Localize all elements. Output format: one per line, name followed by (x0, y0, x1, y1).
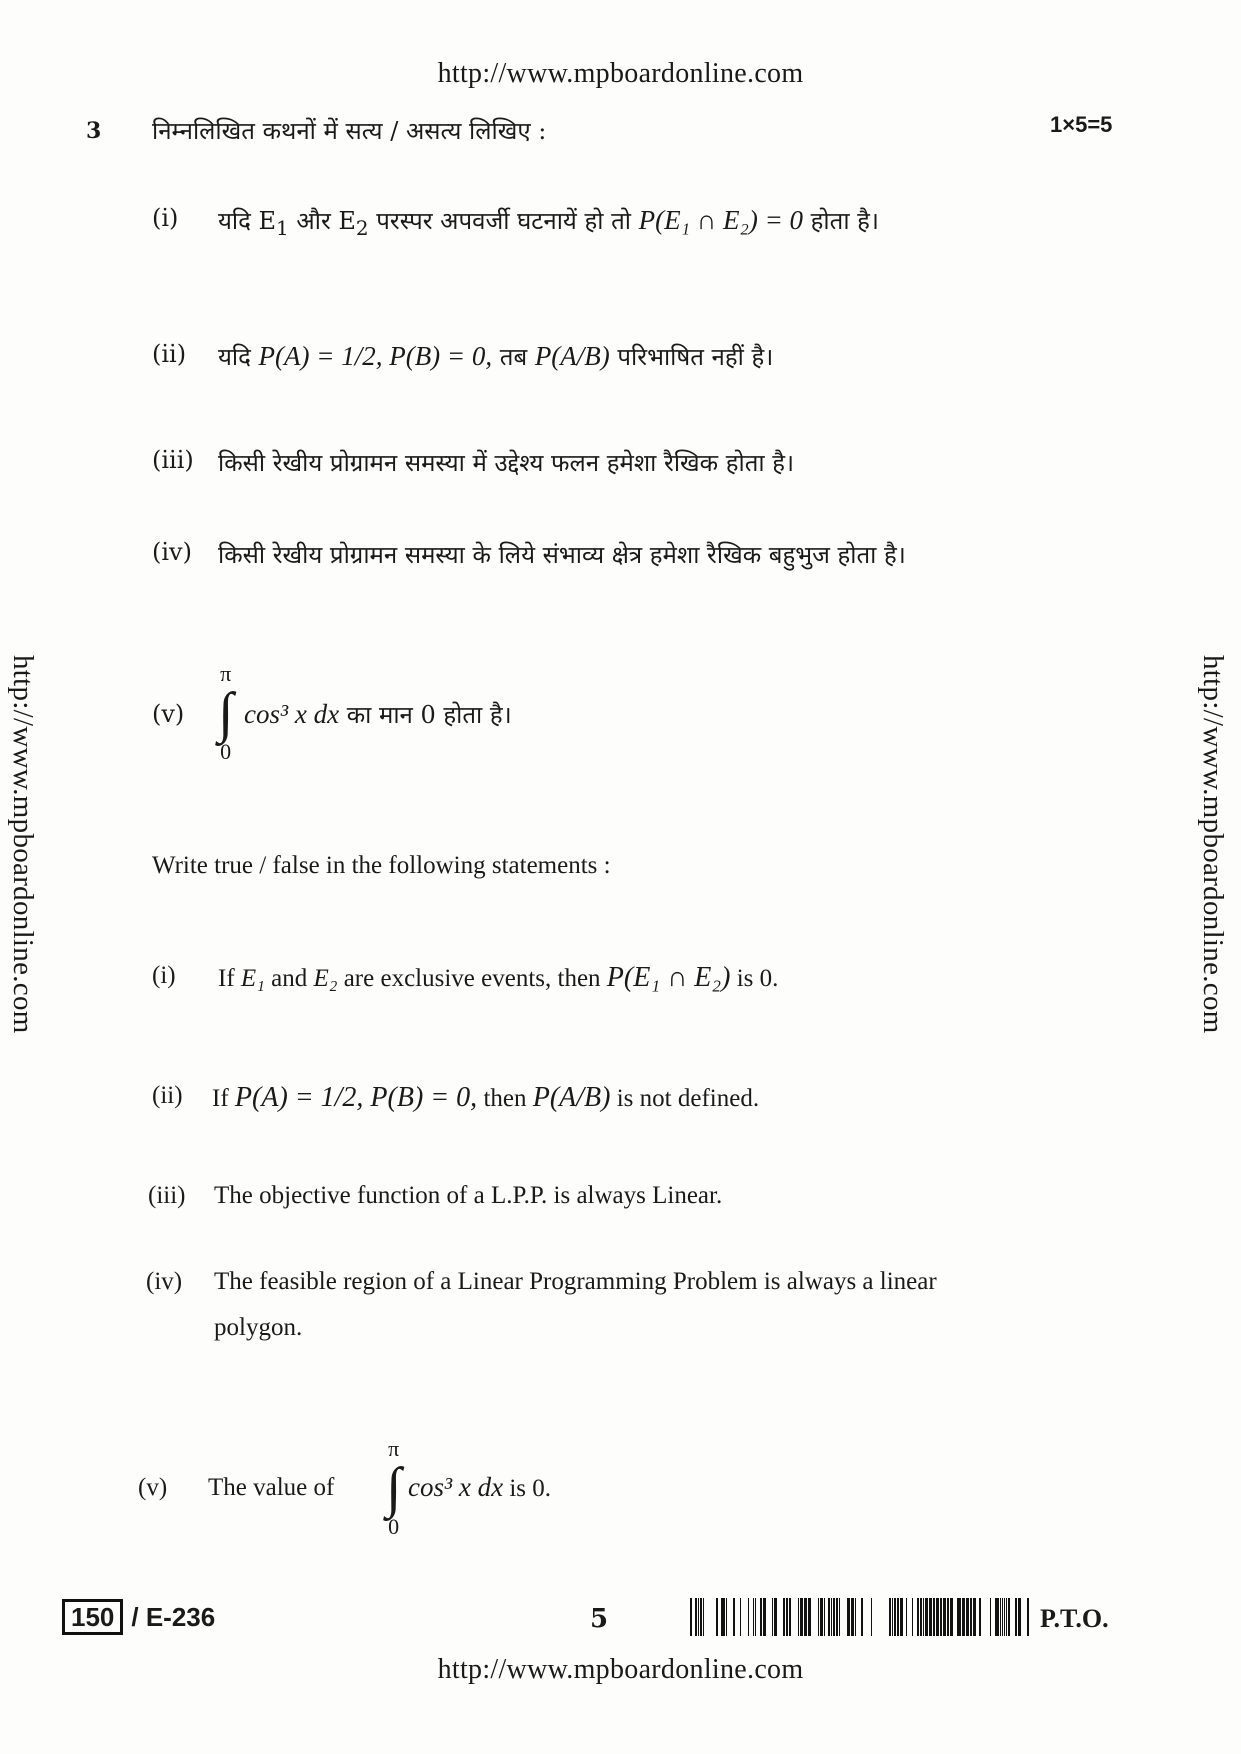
question-number: 3 (86, 118, 102, 144)
math-expression: P(A) = 1/2, P(B) = 0, (258, 341, 493, 371)
barcode-bar (733, 1598, 735, 1636)
question-marks: 1×5=5 (1050, 112, 1113, 137)
barcode-bar (833, 1598, 835, 1636)
integral-lower-limit: 0 (388, 1514, 400, 1539)
barcode-bar (940, 1598, 942, 1636)
barcode-bar (917, 1598, 919, 1636)
barcode-bar (690, 1598, 692, 1636)
barcode-image (690, 1598, 1032, 1636)
item-label: (v) (152, 700, 185, 728)
pto-label: P.T.O. (1040, 1604, 1109, 1633)
url-left-margin[interactable]: http://www.mpboardonline.com (7, 655, 39, 1034)
item-label: (iv) (152, 538, 192, 566)
page-number: 5 (590, 1604, 609, 1634)
text-part: तब (492, 343, 535, 371)
barcode-bar (923, 1598, 924, 1636)
text-part: If (218, 965, 241, 992)
text-part: यदि E (218, 207, 277, 235)
barcode-bar (703, 1598, 704, 1636)
barcode-bar (700, 1598, 702, 1636)
barcode-bar (824, 1598, 825, 1636)
paper-code-box: 150 (62, 1599, 123, 1635)
item-text: The value of (208, 1474, 335, 1501)
url-bottom[interactable]: http://www.mpboardonline.com (437, 1654, 804, 1685)
barcode-bar (753, 1598, 754, 1636)
barcode-bar (957, 1598, 961, 1636)
text-part: is not defined. (610, 1085, 760, 1112)
math-expression: P(E₁ ∩ E₂) (606, 962, 731, 993)
text-part: are exclusive events, then (337, 965, 607, 992)
barcode-bar (855, 1598, 856, 1636)
barcode-bar (789, 1598, 791, 1636)
barcode-bar (818, 1598, 819, 1636)
barcode-bar (950, 1598, 953, 1636)
item-label: (ii) (152, 340, 187, 368)
item-label: (iii) (148, 1182, 186, 1209)
subscript: 2 (355, 215, 369, 240)
barcode-bar (698, 1598, 699, 1636)
barcode-bar (861, 1598, 863, 1636)
barcode-bar (1027, 1598, 1029, 1636)
barcode-bar (871, 1598, 872, 1636)
barcode-bar (995, 1598, 999, 1636)
math-expression: E₂ (313, 965, 338, 992)
barcode-bar (1006, 1598, 1007, 1636)
barcode-bar (889, 1598, 891, 1636)
text-part: का मान 0 होता है। (339, 701, 512, 729)
barcode-bar (839, 1598, 840, 1636)
barcode-bar (783, 1598, 785, 1636)
paper-code-text: / E-236 (131, 1602, 216, 1632)
barcode-bar (772, 1598, 773, 1636)
math-expression: cos³ x dx (408, 1472, 504, 1502)
barcode-bar (847, 1598, 850, 1636)
question-heading-english: Write true / false in the following statements : (152, 852, 611, 879)
barcode-bar (798, 1598, 799, 1636)
barcode-bar (1004, 1598, 1005, 1636)
item-text (218, 204, 879, 240)
item-label: (i) (152, 962, 176, 989)
barcode-bar (947, 1598, 949, 1636)
question-heading-hindi: निम्नलिखित कथनों में सत्य / असत्य लिखिए : (152, 117, 547, 145)
item-text: The objective function of a L.P.P. is always Linear. (214, 1182, 723, 1209)
barcode-bar (1015, 1598, 1017, 1636)
barcode-bar (929, 1598, 932, 1636)
math-expression: P(A/B) (532, 1082, 611, 1113)
text-part: परिभाषित नहीं है। (609, 343, 774, 371)
barcode-bar (763, 1598, 766, 1636)
item-text-continued: polygon. (214, 1314, 303, 1341)
barcode-bar (990, 1598, 991, 1636)
barcode-bar (979, 1598, 981, 1636)
item-text: किसी रेखीय प्रोग्रामन समस्या के लिये संभाव्य क्षेत्र हमेशा रैखिक बहुभुज होता है। (218, 541, 906, 569)
subscript: 1 (276, 215, 289, 240)
math-expression: E₁ (240, 965, 265, 992)
barcode-bar (695, 1598, 697, 1636)
text-part: और E (288, 207, 356, 235)
text-part: यदि (218, 343, 259, 371)
barcode-bar (900, 1598, 903, 1636)
barcode-bar (786, 1598, 788, 1636)
math-expression: P(E₁ ∩ E₂) = 0 (638, 205, 804, 235)
barcode-bar (894, 1598, 896, 1636)
barcode-bar (1008, 1598, 1010, 1636)
barcode-bar (808, 1598, 811, 1636)
barcode-bar (1000, 1598, 1001, 1636)
integral-upper-limit: π (388, 1436, 400, 1461)
barcode-bar (800, 1598, 803, 1636)
url-right-margin[interactable]: http://www.mpboardonline.com (1197, 655, 1229, 1034)
item-text: किसी रेखीय प्रोग्रामन समस्या में उद्देश्य फलन हमेशा रैखिक होता है। (218, 449, 795, 477)
barcode-bar (892, 1598, 893, 1636)
barcode-bar (820, 1598, 823, 1636)
barcode-bar (774, 1598, 777, 1636)
item-label: (v) (138, 1474, 168, 1501)
item-label: (iv) (146, 1268, 183, 1295)
text-part: is 0. (730, 965, 779, 992)
barcode-bar (912, 1598, 913, 1636)
barcode-bar (726, 1598, 727, 1636)
barcode-bar (920, 1598, 922, 1636)
item-text (218, 962, 778, 994)
text-part: परस्पर अपवर्जी घटनायें हो तो (368, 207, 639, 235)
item-text (218, 340, 773, 373)
barcode-bar (836, 1598, 838, 1636)
barcode-bar (831, 1598, 832, 1636)
english-item-5-text (408, 1472, 551, 1503)
barcode-bar (973, 1598, 976, 1636)
barcode-bar (897, 1598, 899, 1636)
text-part: होता है। (803, 207, 880, 235)
text-part: is 0. (503, 1475, 551, 1502)
barcode-bar (828, 1598, 830, 1636)
item-label: (ii) (152, 1082, 183, 1109)
item-text (212, 1082, 759, 1114)
barcode-bar (721, 1598, 725, 1636)
integral-sign: ∫ (386, 1457, 402, 1519)
barcode-bar (740, 1598, 741, 1636)
integral-hindi (218, 663, 233, 763)
math-expression: cos³ x dx (244, 699, 340, 729)
integral-sign: ∫ (218, 682, 234, 744)
barcode-bar (851, 1598, 854, 1636)
barcode-bar (966, 1598, 969, 1636)
barcode-bar (906, 1598, 907, 1636)
barcode-bar (755, 1598, 756, 1636)
math-expression: P(A) = 1/2, P(B) = 0, (234, 1082, 478, 1113)
barcode-bar (804, 1598, 807, 1636)
barcode-bar (936, 1598, 939, 1636)
barcode-bar (1018, 1598, 1021, 1636)
text-part: then (477, 1085, 533, 1112)
barcode-bar (925, 1598, 928, 1636)
item-text: The feasible region of a Linear Programming Problem is always a linear (214, 1268, 937, 1295)
barcode-bar (1002, 1598, 1003, 1636)
barcode-bar (943, 1598, 946, 1636)
paper-code (62, 1602, 215, 1633)
barcode-bar (716, 1598, 718, 1636)
item-label: (iii) (152, 446, 194, 474)
math-expression: P(A/B) (534, 341, 610, 371)
integral-english (386, 1438, 401, 1538)
barcode-bar (760, 1598, 762, 1636)
text-part: and (264, 965, 314, 992)
integral-lower-limit: 0 (220, 739, 232, 764)
barcode-bar (962, 1598, 965, 1636)
url-top[interactable]: http://www.mpboardonline.com (437, 58, 804, 89)
barcode-bar (748, 1598, 749, 1636)
item-label: (i) (152, 204, 179, 232)
hindi-item-5-text (244, 698, 512, 731)
integral-upper-limit: π (220, 661, 232, 686)
barcode-bar (933, 1598, 935, 1636)
text-part: If (212, 1085, 235, 1112)
barcode-bar (970, 1598, 972, 1636)
